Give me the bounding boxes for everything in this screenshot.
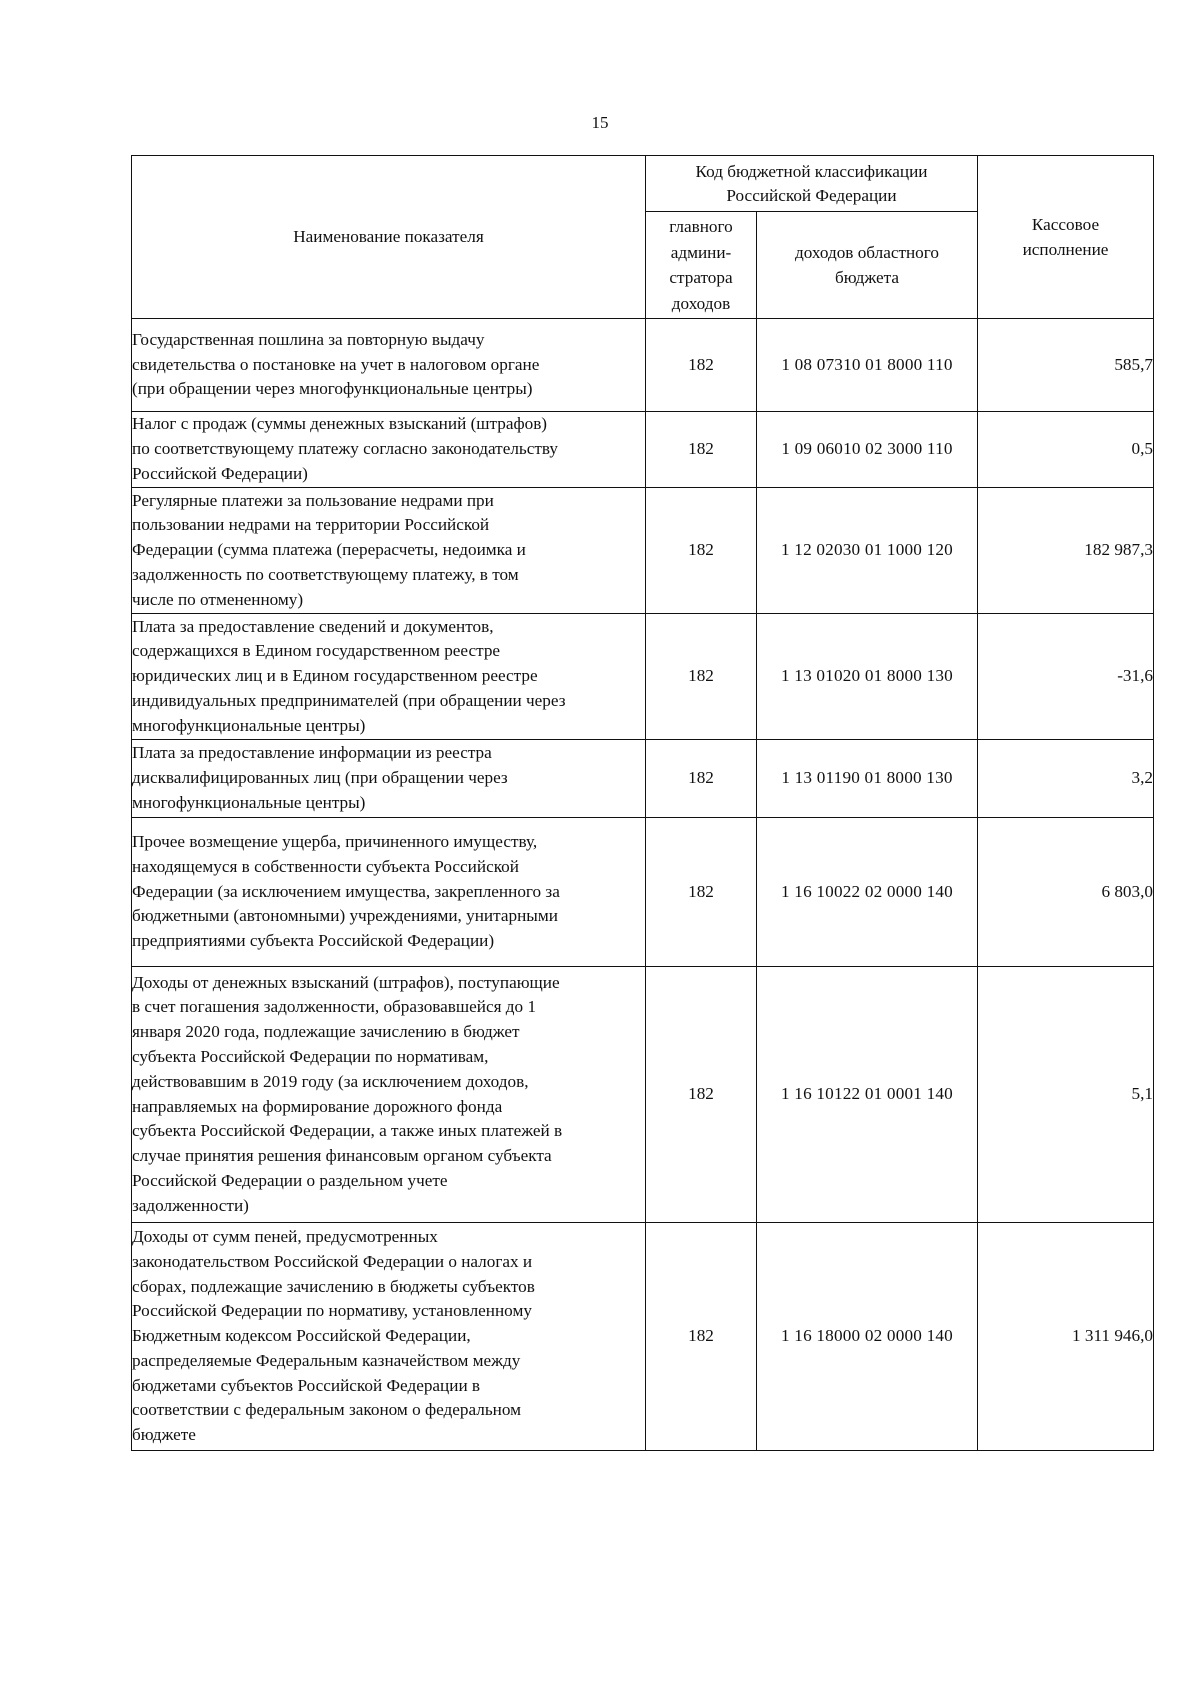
header-admin-line: админи- xyxy=(670,242,732,262)
revenue-code-cell: 1 08 07310 01 8000 110 xyxy=(757,319,978,412)
indicator-name-line: действовавшим в 2019 году (за исключением доходов, xyxy=(132,1071,529,1091)
indicator-name-cell xyxy=(132,967,646,1223)
indicator-name-line: (при обращении через многофункциональные центры) xyxy=(132,379,533,399)
header-exec-line: Кассовое xyxy=(1031,215,1100,234)
indicator-name-line: Российской Федерации по нормативу, установленному xyxy=(132,1301,532,1321)
indicator-name-line: Прочее возмещение ущерба, причиненного имуществу, xyxy=(132,832,538,851)
indicator-name-line: соответствии с федеральным законом о федеральном xyxy=(132,1400,522,1420)
budget-revenue-table xyxy=(131,155,1154,1451)
header-cash-execution xyxy=(978,156,1154,319)
cash-execution-cell: 5,1 xyxy=(978,967,1154,1223)
indicator-name-line: юридических лиц и в Едином государственном реестре xyxy=(132,666,538,686)
indicator-name-line: субъекта Российской Федерации, а также иных платежей в xyxy=(132,1121,563,1141)
indicator-name-line: Доходы от денежных взысканий (штрафов), поступающие xyxy=(132,972,560,992)
indicator-name-line: сборах, подлежащие зачислению в бюджеты субъектов xyxy=(132,1276,535,1296)
table-row xyxy=(132,412,1154,488)
indicator-name-cell xyxy=(132,740,646,818)
header-group-line: Российской Федерации xyxy=(726,185,897,205)
table-row xyxy=(132,818,1154,967)
indicator-name-line: Государственная пошлина за повторную выдачу xyxy=(132,329,485,349)
indicator-name-line: случае принятия решения финансовым органом субъекта xyxy=(132,1146,552,1166)
indicator-name-line: бюджетными (автономными) учреждениями, унитарными xyxy=(132,906,558,926)
indicator-name-line: многофункциональные центры) xyxy=(132,715,366,735)
indicator-name-line: Плата за предоставление информации из реестра xyxy=(132,743,492,763)
indicator-name-line: направляемых на формирование дорожного фонда xyxy=(132,1096,503,1116)
revenue-code-cell: 1 13 01020 01 8000 130 xyxy=(757,614,978,740)
indicator-name-cell xyxy=(132,818,646,967)
indicator-name-line: в счет погашения задолженности, образовавшейся до 1 xyxy=(132,997,537,1017)
revenue-code-cell: 1 16 18000 02 0000 140 xyxy=(757,1223,978,1451)
indicator-name-line: свидетельства о постановке на учет в налоговом органе xyxy=(132,354,540,374)
administrator-code-cell: 182 xyxy=(646,488,757,614)
cash-execution-cell: -31,6 xyxy=(978,614,1154,740)
indicator-name-cell xyxy=(132,488,646,614)
indicator-name-line: задолженности) xyxy=(132,1195,249,1215)
header-admin-line: главного xyxy=(669,217,733,236)
administrator-code-cell: 182 xyxy=(646,1223,757,1451)
cash-execution-cell: 3,2 xyxy=(978,740,1154,818)
header-indicator-name: Наименование показателя xyxy=(132,156,646,319)
indicator-name-line: находящемуся в собственности субъекта Российской xyxy=(132,856,519,876)
table-row xyxy=(132,740,1154,818)
cash-execution-cell: 585,7 xyxy=(978,319,1154,412)
indicator-name-cell xyxy=(132,1223,646,1451)
cash-execution-cell: 182 987,3 xyxy=(978,488,1154,614)
header-budget-classification-code xyxy=(646,156,978,212)
administrator-code-cell: 182 xyxy=(646,818,757,967)
indicator-name-line: дисквалифицированных лиц (при обращении через xyxy=(132,768,508,788)
header-exec-line: исполнение xyxy=(1022,240,1109,259)
indicator-name-line: содержащихся в Едином государственном реестре xyxy=(132,641,501,661)
indicator-name-cell xyxy=(132,614,646,740)
indicator-name-line: многофункциональные центры) xyxy=(132,792,366,812)
administrator-code-cell: 182 xyxy=(646,614,757,740)
administrator-code-cell: 182 xyxy=(646,740,757,818)
header-admin-line: стратора xyxy=(669,268,733,287)
header-code-line: бюджета xyxy=(834,268,900,287)
header-code-line: доходов областного xyxy=(795,242,939,262)
indicator-name-line: Российской Федерации о раздельном учете xyxy=(132,1170,448,1190)
indicator-name-line: по соответствующему платежу согласно законодательству xyxy=(132,439,559,459)
header-chief-administrator xyxy=(646,212,757,319)
indicator-name-cell xyxy=(132,319,646,412)
cash-execution-cell: 1 311 946,0 xyxy=(978,1223,1154,1451)
header-regional-budget-revenue xyxy=(757,212,978,319)
administrator-code-cell: 182 xyxy=(646,319,757,412)
indicator-name-line: Бюджетным кодексом Российской Федерации, xyxy=(132,1326,471,1346)
cash-execution-cell: 6 803,0 xyxy=(978,818,1154,967)
table-header xyxy=(132,156,1154,319)
table-row xyxy=(132,614,1154,740)
revenue-code-cell: 1 13 01190 01 8000 130 xyxy=(757,740,978,818)
indicator-name-line: законодательством Российской Федерации о налогах и xyxy=(132,1251,533,1271)
page-number: 15 xyxy=(591,113,609,132)
table-row xyxy=(132,967,1154,1223)
revenue-code-cell: 1 09 06010 02 3000 110 xyxy=(757,412,978,488)
administrator-code-cell: 182 xyxy=(646,967,757,1223)
indicator-name-line: индивидуальных предпринимателей (при обращении через xyxy=(132,690,566,710)
indicator-name-line: пользовании недрами на территории Российской xyxy=(132,515,490,535)
indicator-name-line: января 2020 года, подлежащие зачислению в бюджет xyxy=(132,1022,520,1042)
indicator-name-line: предприятиями субъекта Российской Федерации) xyxy=(132,931,495,951)
revenue-code-cell: 1 16 10022 02 0000 140 xyxy=(757,818,978,967)
indicator-name-line: Федерации (за исключением имущества, закрепленного за xyxy=(132,881,560,901)
indicator-name-line: распределяемые Федеральным казначейством между xyxy=(132,1350,521,1370)
indicator-name-line: Налог с продаж (суммы денежных взысканий (штрафов) xyxy=(132,414,548,434)
indicator-name-line: бюджете xyxy=(132,1425,196,1445)
cash-execution-cell: 0,5 xyxy=(978,412,1154,488)
indicator-name-line: Доходы от сумм пеней, предусмотренных xyxy=(132,1226,438,1246)
indicator-name-line: Регулярные платежи за пользование недрами при xyxy=(132,490,494,510)
administrator-code-cell: 182 xyxy=(646,412,757,488)
indicator-name-line: Плата за предоставление сведений и документов, xyxy=(132,616,494,636)
revenue-code-cell: 1 16 10122 01 0001 140 xyxy=(757,967,978,1223)
indicator-name-line: субъекта Российской Федерации по нормативам, xyxy=(132,1046,489,1066)
indicator-name-line: Федерации (сумма платежа (перерасчеты, недоимка и xyxy=(132,540,526,560)
indicator-name-line: Российской Федерации) xyxy=(132,463,308,483)
header-admin-line: доходов xyxy=(671,293,731,313)
revenue-code-cell: 1 12 02030 01 1000 120 xyxy=(757,488,978,614)
table-row xyxy=(132,319,1154,412)
table-row xyxy=(132,1223,1154,1451)
indicator-name-line: числе по отмененному) xyxy=(132,589,304,609)
table-row xyxy=(132,488,1154,614)
header-group-line: Код бюджетной классификации xyxy=(695,161,928,181)
indicator-name-line: бюджетами субъектов Российской Федерации в xyxy=(132,1375,481,1395)
indicator-name-cell xyxy=(132,412,646,488)
indicator-name-line: задолженность по соответствующему платежу, в том xyxy=(132,564,519,584)
